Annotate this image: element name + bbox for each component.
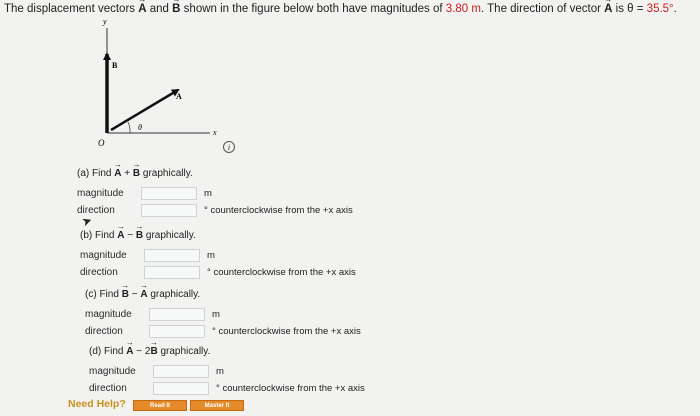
- figure-a-label: A: [176, 92, 182, 101]
- problem-statement: [4, 3, 677, 15]
- theta-arc: [128, 122, 130, 133]
- part-b-magnitude-input[interactable]: [144, 249, 200, 262]
- vector-a-arrow: [111, 90, 178, 130]
- master-it-button[interactable]: Master It: [190, 400, 244, 411]
- part-c-vector-2: → A: [140, 289, 147, 300]
- part-c-suffix: graphically.: [150, 289, 201, 300]
- part-a-vector-2: → B: [133, 168, 140, 179]
- part-b-vector-2: → B: [136, 230, 143, 241]
- part-a-direction-unit: ° counterclockwise from the +x axis: [204, 205, 353, 216]
- part-a-magnitude-label: magnitude: [77, 188, 124, 199]
- part-a-direction-row: [77, 202, 353, 219]
- read-it-button[interactable]: Read It: [133, 400, 187, 411]
- part-a-title: [77, 168, 353, 179]
- problem-text-1: The displacement vectors: [4, 3, 136, 15]
- vector-b-label: → B: [172, 3, 180, 15]
- part-c: [85, 289, 361, 340]
- angle-value: 35.5°: [646, 3, 674, 15]
- origin-label: O: [98, 138, 105, 148]
- part-b-title: [80, 230, 356, 241]
- figure-b-label: B: [112, 61, 118, 70]
- part-b-direction-unit: ° counterclockwise from the +x axis: [207, 267, 356, 278]
- part-a-vector-1: → A: [114, 168, 121, 179]
- part-c-operator: −: [131, 289, 138, 300]
- part-b-vector-1: → A: [117, 230, 124, 241]
- part-d-title: [89, 346, 365, 357]
- part-d-direction-input[interactable]: [153, 382, 209, 395]
- part-d-prefix: (d) Find: [89, 346, 124, 357]
- part-b-magnitude-label: magnitude: [80, 250, 127, 261]
- part-c-direction-label: direction: [85, 326, 123, 337]
- part-b-magnitude-unit: m: [207, 250, 215, 261]
- part-d-magnitude-unit: m: [216, 366, 224, 377]
- part-d-direction-unit: ° counterclockwise from the +x axis: [216, 383, 365, 394]
- problem-and: and: [149, 3, 169, 15]
- part-a-direction-input[interactable]: [141, 204, 197, 217]
- part-a-suffix: graphically.: [142, 168, 193, 179]
- vector-a-label-2: → A: [604, 3, 612, 15]
- part-d-vector-1: → A: [126, 346, 133, 357]
- part-b-suffix: graphically.: [145, 230, 196, 241]
- part-d-direction-row: [89, 380, 365, 397]
- part-b-prefix: (b) Find: [80, 230, 115, 241]
- part-a-direction-label: direction: [77, 205, 115, 216]
- x-axis-label: x: [213, 128, 217, 137]
- part-c-magnitude-input[interactable]: [149, 308, 205, 321]
- part-b-direction-row: [80, 264, 356, 281]
- part-a-prefix: (a) Find: [77, 168, 112, 179]
- need-help-label: Need Help?: [68, 398, 126, 410]
- part-d-direction-label: direction: [89, 383, 127, 394]
- problem-text-3: . The direction of vector: [480, 3, 601, 15]
- part-b-operator: −: [127, 230, 134, 241]
- part-b-direction-input[interactable]: [144, 266, 200, 279]
- part-c-direction-unit: ° counterclockwise from the +x axis: [212, 326, 361, 337]
- part-b-direction-label: direction: [80, 267, 118, 278]
- part-d-vector-2: → B: [150, 346, 157, 357]
- part-a: [77, 168, 353, 219]
- part-b-magnitude-row: [80, 247, 356, 264]
- y-axis-label: y: [103, 18, 107, 26]
- problem-text-5: .: [673, 3, 677, 15]
- part-a-magnitude-input[interactable]: [141, 187, 197, 200]
- part-d-magnitude-label: magnitude: [89, 366, 136, 377]
- part-c-title: [85, 289, 361, 300]
- part-c-direction-input[interactable]: [149, 325, 205, 338]
- part-d-magnitude-row: [89, 363, 365, 380]
- problem-text-2: shown in the figure below both have magnitudes of: [183, 3, 443, 15]
- info-icon[interactable]: i: [223, 141, 235, 153]
- theta-label: θ: [138, 123, 142, 132]
- vector-figure: [90, 18, 230, 158]
- part-a-operator: +: [124, 168, 131, 179]
- part-b: [80, 230, 356, 281]
- part-c-prefix: (c) Find: [85, 289, 119, 300]
- part-c-magnitude-row: [85, 306, 361, 323]
- part-a-magnitude-unit: m: [204, 188, 212, 199]
- part-d: [89, 346, 365, 397]
- mouse-cursor-icon: ➤: [79, 212, 95, 230]
- part-c-magnitude-label: magnitude: [85, 309, 132, 320]
- part-d-operator: − 2: [136, 346, 151, 357]
- magnitude-value: 3.80 m: [445, 3, 481, 15]
- vector-a-label: → A: [138, 3, 146, 15]
- part-d-suffix: graphically.: [160, 346, 211, 357]
- part-c-vector-1: → B: [122, 289, 129, 300]
- part-a-magnitude-row: [77, 185, 353, 202]
- part-d-magnitude-input[interactable]: [153, 365, 209, 378]
- part-c-magnitude-unit: m: [212, 309, 220, 320]
- problem-text-4: is θ =: [615, 3, 644, 15]
